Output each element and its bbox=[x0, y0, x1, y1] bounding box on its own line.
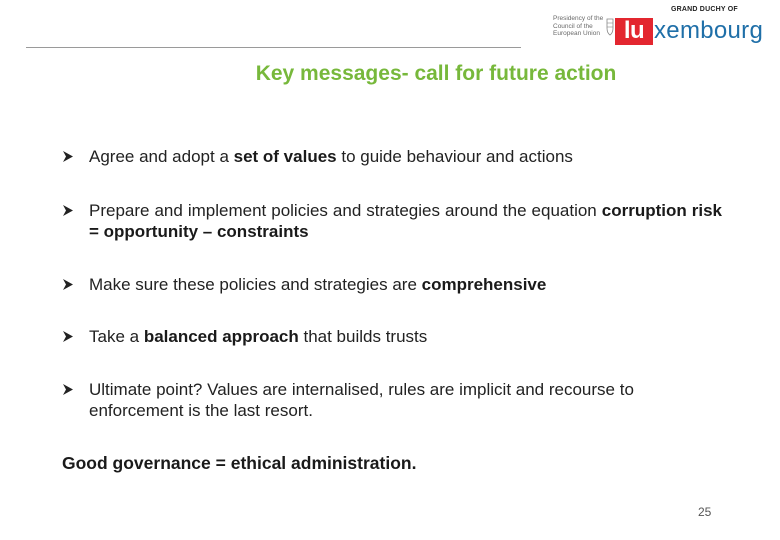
bullet-text: Prepare and implement policies and strategies around the equation bbox=[89, 201, 602, 220]
bullet-text: Agree and adopt a bbox=[89, 147, 234, 166]
closing-statement: Good governance = ethical administration. bbox=[62, 453, 417, 473]
coat-of-arms-icon bbox=[605, 16, 615, 38]
bullet-bold: set of values bbox=[233, 147, 337, 166]
bullet-text: Ultimate point? Values are internalised, rules are implicit and recourse to enforcement is the last resort. bbox=[89, 380, 634, 420]
bullet-item bbox=[62, 326, 427, 347]
page-number: 25 bbox=[698, 505, 712, 519]
bullet-text: Take a bbox=[89, 327, 144, 346]
presidency-text: Presidency of the Council of the European Union bbox=[553, 15, 604, 37]
luxembourg-presidency-logo bbox=[553, 6, 768, 46]
arrowhead-bullet-icon bbox=[62, 383, 74, 396]
logo-wordmark: xembourg bbox=[654, 17, 764, 44]
bullet-bold: balanced approach bbox=[143, 327, 299, 346]
bullet-item bbox=[62, 274, 546, 295]
bullet-item bbox=[62, 146, 573, 167]
bullet-item bbox=[62, 379, 722, 421]
logo-lu-box: lu bbox=[615, 18, 653, 45]
bullet-bold: corruption risk = opportunity – constraints bbox=[89, 201, 722, 241]
slide-title: Key messages- call for future action bbox=[255, 62, 617, 85]
arrowhead-bullet-icon bbox=[62, 150, 74, 163]
bullet-text: Make sure these policies and strategies are bbox=[89, 275, 422, 294]
arrowhead-bullet-icon bbox=[62, 204, 74, 217]
arrowhead-bullet-icon bbox=[62, 330, 74, 343]
bullet-text: that builds trusts bbox=[298, 327, 428, 346]
bullet-item bbox=[62, 200, 722, 242]
arrowhead-bullet-icon bbox=[62, 278, 74, 291]
bullet-bold: comprehensive bbox=[421, 275, 547, 294]
header-divider bbox=[26, 47, 521, 48]
bullet-text: to guide behaviour and actions bbox=[336, 147, 573, 166]
grand-duchy-label: GRAND DUCHY OF bbox=[671, 6, 738, 13]
